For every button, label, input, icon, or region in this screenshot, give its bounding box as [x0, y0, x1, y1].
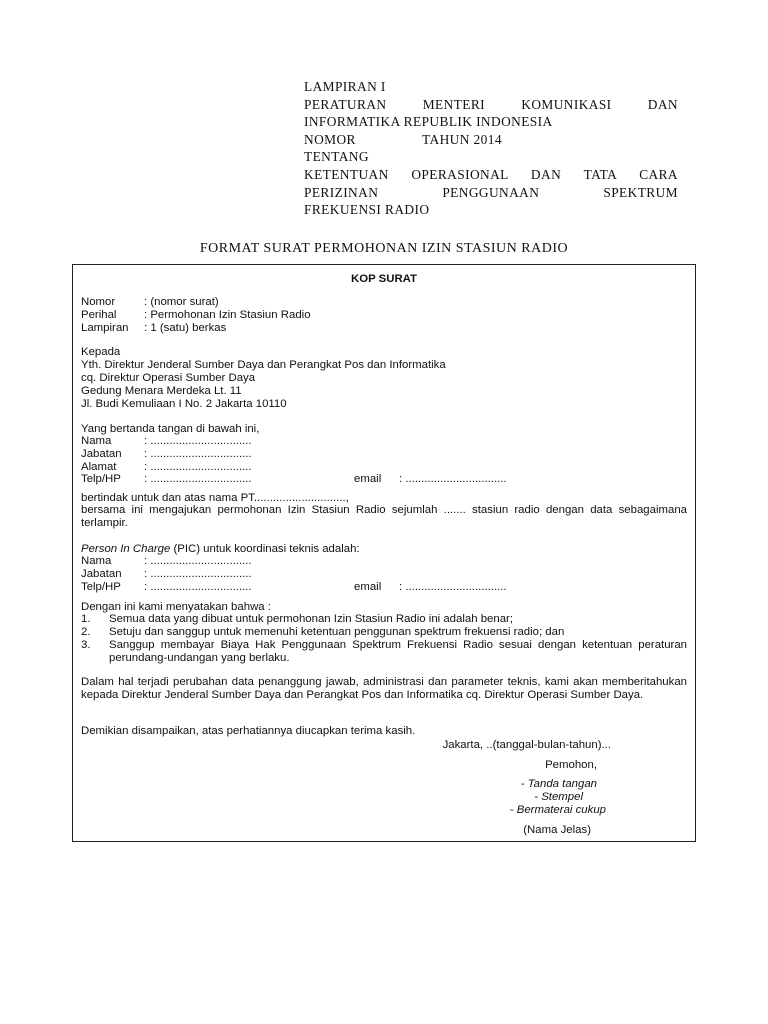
statement-number: 1.: [81, 613, 91, 625]
header-nomor-label: NOMOR: [304, 131, 356, 147]
sign-item-text: - Tanda tangan: [520, 778, 597, 790]
applicant-label: Pemohon,: [545, 759, 597, 771]
email-value: : ................................: [399, 473, 507, 485]
field-value: : ................................: [144, 448, 252, 460]
statement-item: [81, 613, 687, 626]
statement-text: Sanggup membayar Biaya Hak Penggunaan Spektrum Frekuensi Radio sesuai dengan ketentuan peraturan perundang-undangan yang berlaku.: [109, 639, 687, 664]
change-paragraph: Dalam hal terjadi perubahan data penanggung jawab, administrasi dan parameter teknis, kami akan memberitahukan kepada Direktur Jenderal Sumber Daya dan Perangkat Pos dan Informatika cq. Direktur Operasi Sumber Daya.: [81, 676, 687, 701]
field-label: Jabatan: [81, 568, 122, 580]
header-line: LAMPIRAN I: [304, 79, 386, 94]
address-line: Jl. Budi Kemuliaan I No. 2 Jakarta 10110: [81, 398, 287, 410]
email-label: email: [354, 581, 382, 593]
meta-label: Perihal: [81, 309, 117, 321]
statement-intro: Dengan ini kami menyatakan bahwa :: [81, 601, 271, 613]
email-value: : ................................: [399, 581, 507, 593]
address-line: Yth. Direktur Jenderal Sumber Daya dan Perangkat Pos dan Informatika: [81, 359, 446, 371]
signer-intro: Yang bertanda tangan di bawah ini,: [81, 423, 260, 435]
attachment-header: [304, 78, 678, 219]
acting-paragraph: bersama ini mengajukan permohonan Izin Stasiun Radio sejumlah ....... stasiun radio dengan data sebagaimana terlampir.: [81, 504, 687, 529]
header-year-label: TAHUN 2014: [422, 131, 502, 147]
sign-item: [326, 804, 606, 817]
sign-item: [317, 778, 597, 791]
field-label: Jabatan: [81, 448, 122, 460]
field-label: Alamat: [81, 461, 117, 473]
header-line: TENTANG: [304, 149, 369, 165]
field-value: : ................................: [144, 555, 252, 567]
field-value: : ................................: [144, 568, 252, 580]
field-value: : ................................: [144, 435, 252, 447]
kop-surat-heading: KOP SURAT: [350, 273, 418, 285]
meta-value: : Permohonan Izin Stasiun Radio: [144, 309, 311, 321]
place-date: Jakarta, ..(tanggal-bulan-tahun)...: [442, 739, 611, 751]
sign-item: [303, 791, 583, 804]
header-nomor-line: [304, 131, 678, 149]
full-name-placeholder: (Nama Jelas): [523, 824, 591, 836]
statement-number: 2.: [81, 626, 91, 638]
header-line: FREKUENSI RADIO: [304, 202, 430, 218]
statement-number: 3.: [81, 639, 91, 651]
field-label: Telp/HP: [81, 581, 121, 593]
field-label: Nama: [81, 435, 112, 447]
meta-label: Lampiran: [81, 322, 129, 334]
statement-item: [81, 626, 687, 639]
header-line: KETENTUAN OPERASIONAL DAN TATA CARA: [304, 166, 678, 182]
pic-intro: [81, 543, 360, 556]
pic-intro-rest: (PIC) untuk koordinasi teknis adalah:: [170, 543, 360, 555]
format-title: FORMAT SURAT PERMOHONAN IZIN STASIUN RADIO: [199, 241, 569, 256]
field-value: : ................................: [144, 581, 252, 593]
field-label: Telp/HP: [81, 473, 121, 485]
sign-item-text: - Stempel: [534, 791, 583, 803]
statement-text: Setuju dan sanggup untuk memenuhi ketentuan penggunan spektrum frekuensi radio; dan: [109, 626, 565, 638]
closing-line: Demikian disampaikan, atas perhatiannya diucapkan terima kasih.: [81, 725, 416, 737]
address-line: cq. Direktur Operasi Sumber Daya: [81, 372, 256, 384]
header-line: INFORMATIKA REPUBLIK INDONESIA: [304, 114, 553, 130]
header-line: PERATURAN MENTERI KOMUNIKASI DAN: [304, 96, 678, 112]
address-line: Gedung Menara Merdeka Lt. 11: [81, 385, 242, 397]
pic-intro-italic: Person In Charge: [81, 543, 171, 555]
email-label: email: [354, 473, 382, 485]
field-label: Nama: [81, 555, 112, 567]
sign-item-text: - Bermaterai cukup: [509, 804, 606, 816]
header-line: PERIZINAN PENGGUNAAN SPEKTRUM: [304, 184, 678, 200]
field-value: : ................................: [144, 473, 252, 485]
meta-value: : 1 (satu) berkas: [144, 322, 227, 334]
statement-text: Semua data yang dibuat untuk permohonan Izin Stasiun Radio ini adalah benar;: [109, 613, 514, 625]
address-line: Kepada: [81, 346, 121, 358]
statement-item: [81, 639, 687, 664]
letter-template-box: [72, 264, 696, 842]
meta-label: Nomor: [81, 296, 116, 308]
field-value: : ................................: [144, 461, 252, 473]
acting-line: bertindak untuk dan atas nama PT.............................,: [81, 492, 349, 504]
meta-value: : (nomor surat): [144, 296, 219, 308]
